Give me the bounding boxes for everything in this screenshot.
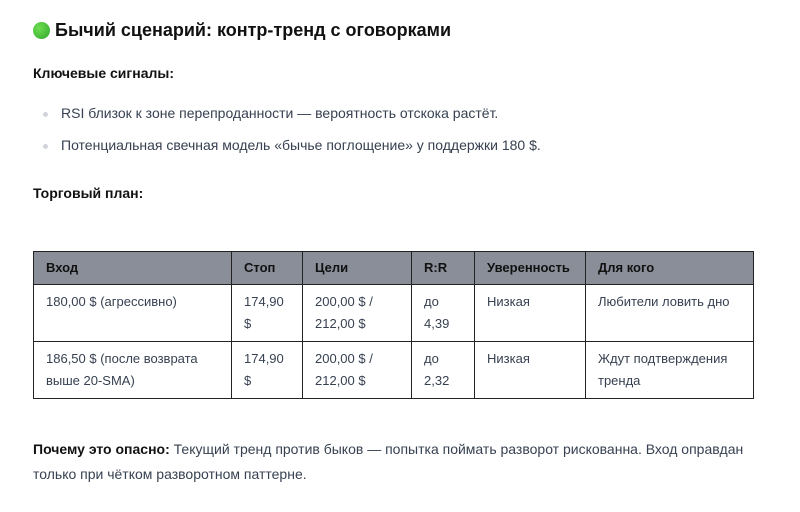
list-item: RSI близок к зоне перепроданности — вероятность отскока растёт. xyxy=(33,103,541,135)
col-header: Вход xyxy=(34,252,232,285)
cell: 186,50 $ (после возврата выше 20-SMA) xyxy=(34,342,232,399)
warning-label: Почему это опасно: xyxy=(33,441,170,457)
section-title xyxy=(33,20,451,41)
cell: Любители ловить дно xyxy=(586,285,754,342)
green-circle-icon xyxy=(33,22,50,39)
cell: Низкая xyxy=(475,285,586,342)
signals-list xyxy=(33,103,541,167)
warning-paragraph xyxy=(33,437,763,487)
col-header: Цели xyxy=(303,252,412,285)
cell: 200,00 $ / 212,00 $ xyxy=(303,342,412,399)
col-header: R:R xyxy=(412,252,475,285)
cell: 174,90 $ xyxy=(232,285,303,342)
cell: до 2,32 xyxy=(412,342,475,399)
col-header: Уверенность xyxy=(475,252,586,285)
table-row xyxy=(34,285,754,342)
cell: Ждут подтверждения тренда xyxy=(586,342,754,399)
cell: Низкая xyxy=(475,342,586,399)
table-row xyxy=(34,342,754,399)
list-item: Потенциальная свечная модель «бычье поглощение» у поддержки 180 $. xyxy=(33,135,541,167)
warning-text: Текущий тренд против быков — попытка поймать разворот рискованна. Вход оправдан только при чётком разворотном паттерне. xyxy=(33,441,744,482)
cell: 200,00 $ / 212,00 $ xyxy=(303,285,412,342)
col-header: Стоп xyxy=(232,252,303,285)
cell: 174,90 $ xyxy=(232,342,303,399)
trade-plan-table xyxy=(33,251,754,399)
signals-heading: Ключевые сигналы: xyxy=(33,65,174,81)
table-header-row xyxy=(34,252,754,285)
title-text: Бычий сценарий: контр-тренд с оговорками xyxy=(55,20,452,40)
col-header: Для кого xyxy=(586,252,754,285)
cell: 180,00 $ (агрессивно) xyxy=(34,285,232,342)
plan-heading: Торговый план: xyxy=(33,185,144,201)
cell: до 4,39 xyxy=(412,285,475,342)
